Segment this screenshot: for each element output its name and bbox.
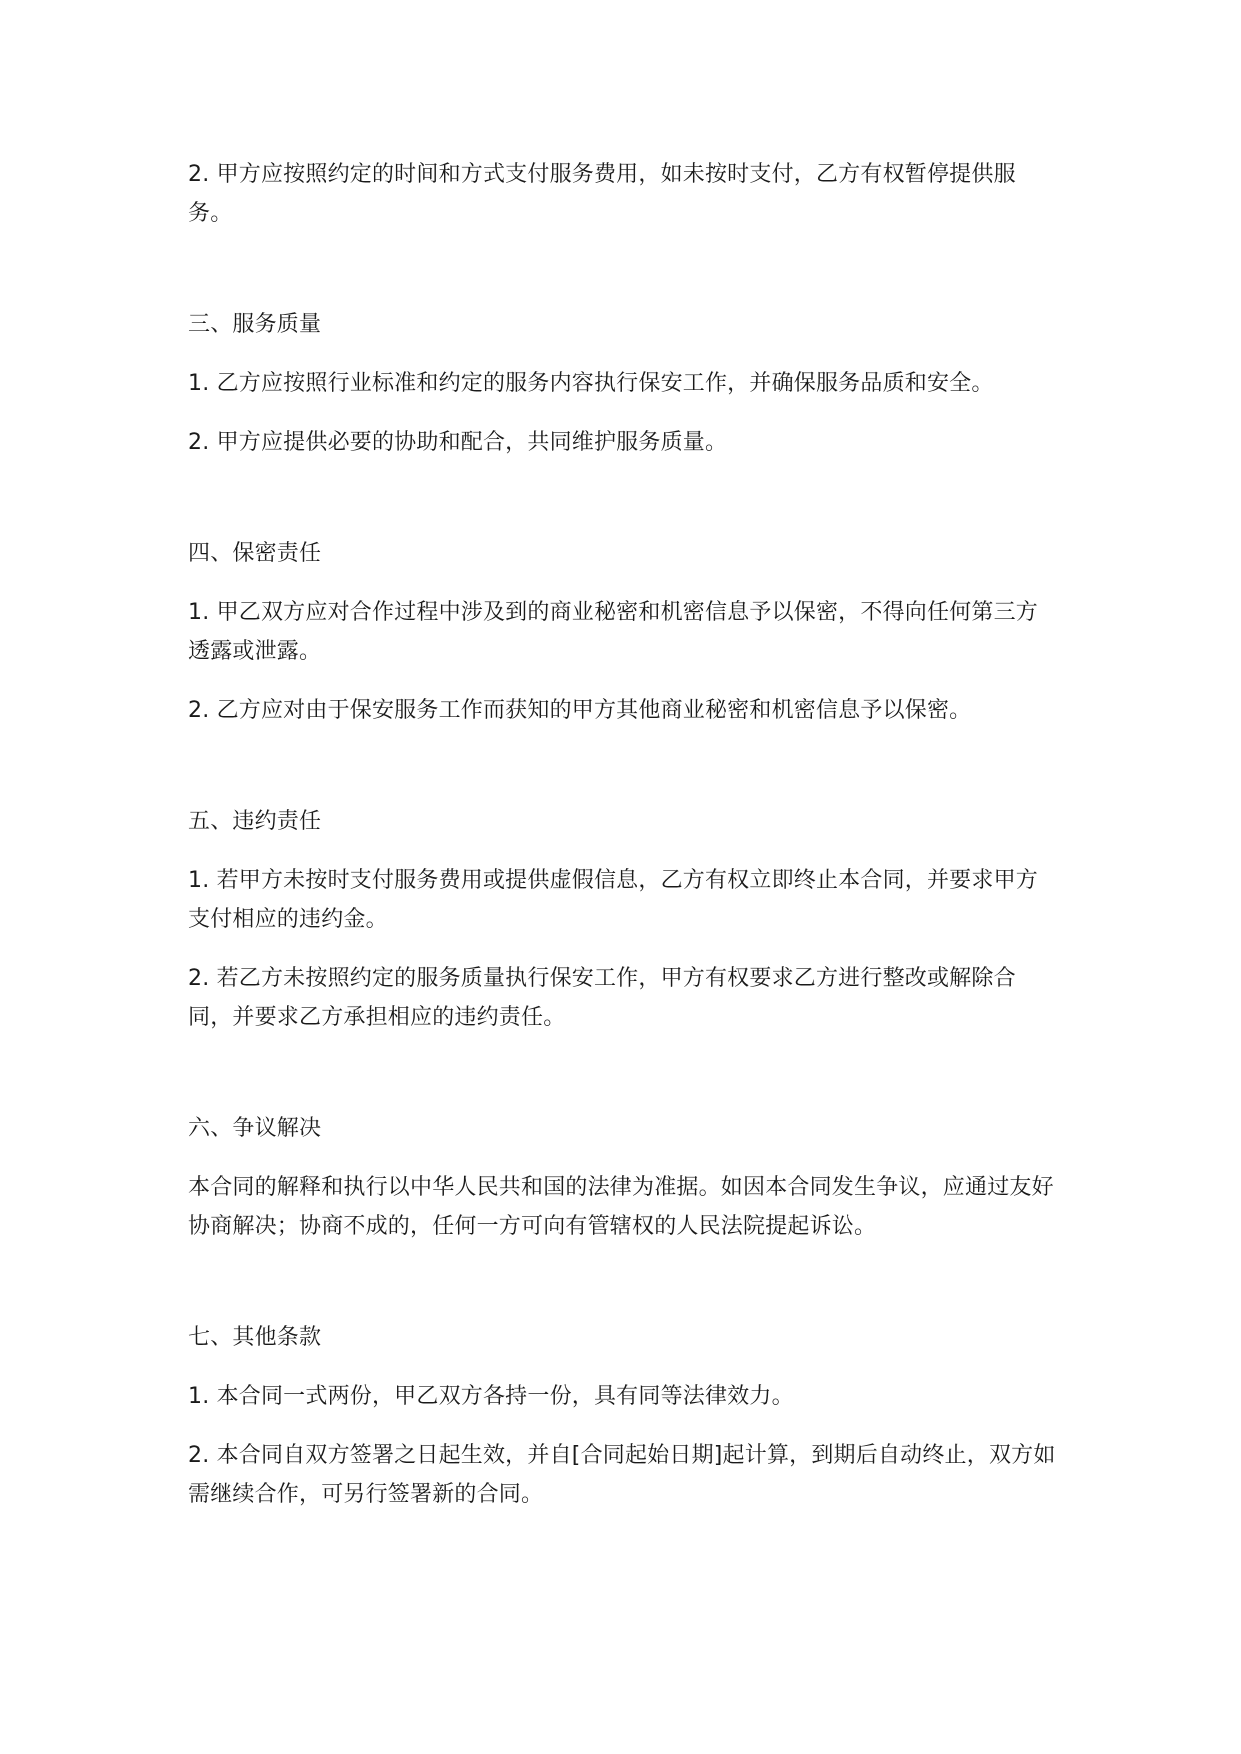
paragraph-5-1: 1. 若甲方未按时支付服务费用或提供虚假信息，乙方有权立即终止本合同，并要求甲方支付相应的违约金。 [188,868,1038,932]
section-heading-service-quality: 三、服务质量 [188,312,322,337]
paragraph-6-1: 本合同的解释和执行以中华人民共和国的法律为准据。如因本合同发生争议，应通过友好协商解决；协商不成的，任何一方可向有管辖权的人民法院提起诉讼。 [188,1175,1054,1239]
paragraph-4-1: 1. 甲乙双方应对合作过程中涉及到的商业秘密和机密信息予以保密，不得向任何第三方透露或泄露。 [188,600,1038,664]
section-heading-confidentiality: 四、保密责任 [188,541,322,566]
section-heading-dispute-resolution: 六、争议解决 [188,1116,322,1141]
paragraph-3-2: 2. 甲方应提供必要的协助和配合，共同维护服务质量。 [188,430,728,455]
paragraph-7-2: 2. 本合同自双方签署之日起生效，并自[合同起始日期]起计算，到期后自动终止，双方如需继续合作，可另行签署新的合同。 [188,1443,1056,1507]
paragraph-5-2: 2. 若乙方未按照约定的服务质量执行保安工作，甲方有权要求乙方进行整改或解除合同，并要求乙方承担相应的违约责任。 [188,966,1016,1030]
section-heading-other-terms: 七、其他条款 [188,1325,322,1350]
paragraph-3-1: 1. 乙方应按照行业标准和约定的服务内容执行保安工作，并确保服务品质和安全。 [188,371,994,396]
paragraph-7-1: 1. 本合同一式两份，甲乙双方各持一份，具有同等法律效力。 [188,1384,794,1409]
paragraph-2-payment: 2. 甲方应按照约定的时间和方式支付服务费用，如未按时支付，乙方有权暂停提供服务。 [188,162,1016,226]
paragraph-4-2: 2. 乙方应对由于保安服务工作而获知的甲方其他商业秘密和机密信息予以保密。 [188,698,972,723]
document-body [188,155,1058,1514]
section-heading-breach-liability: 五、违约责任 [188,809,322,834]
